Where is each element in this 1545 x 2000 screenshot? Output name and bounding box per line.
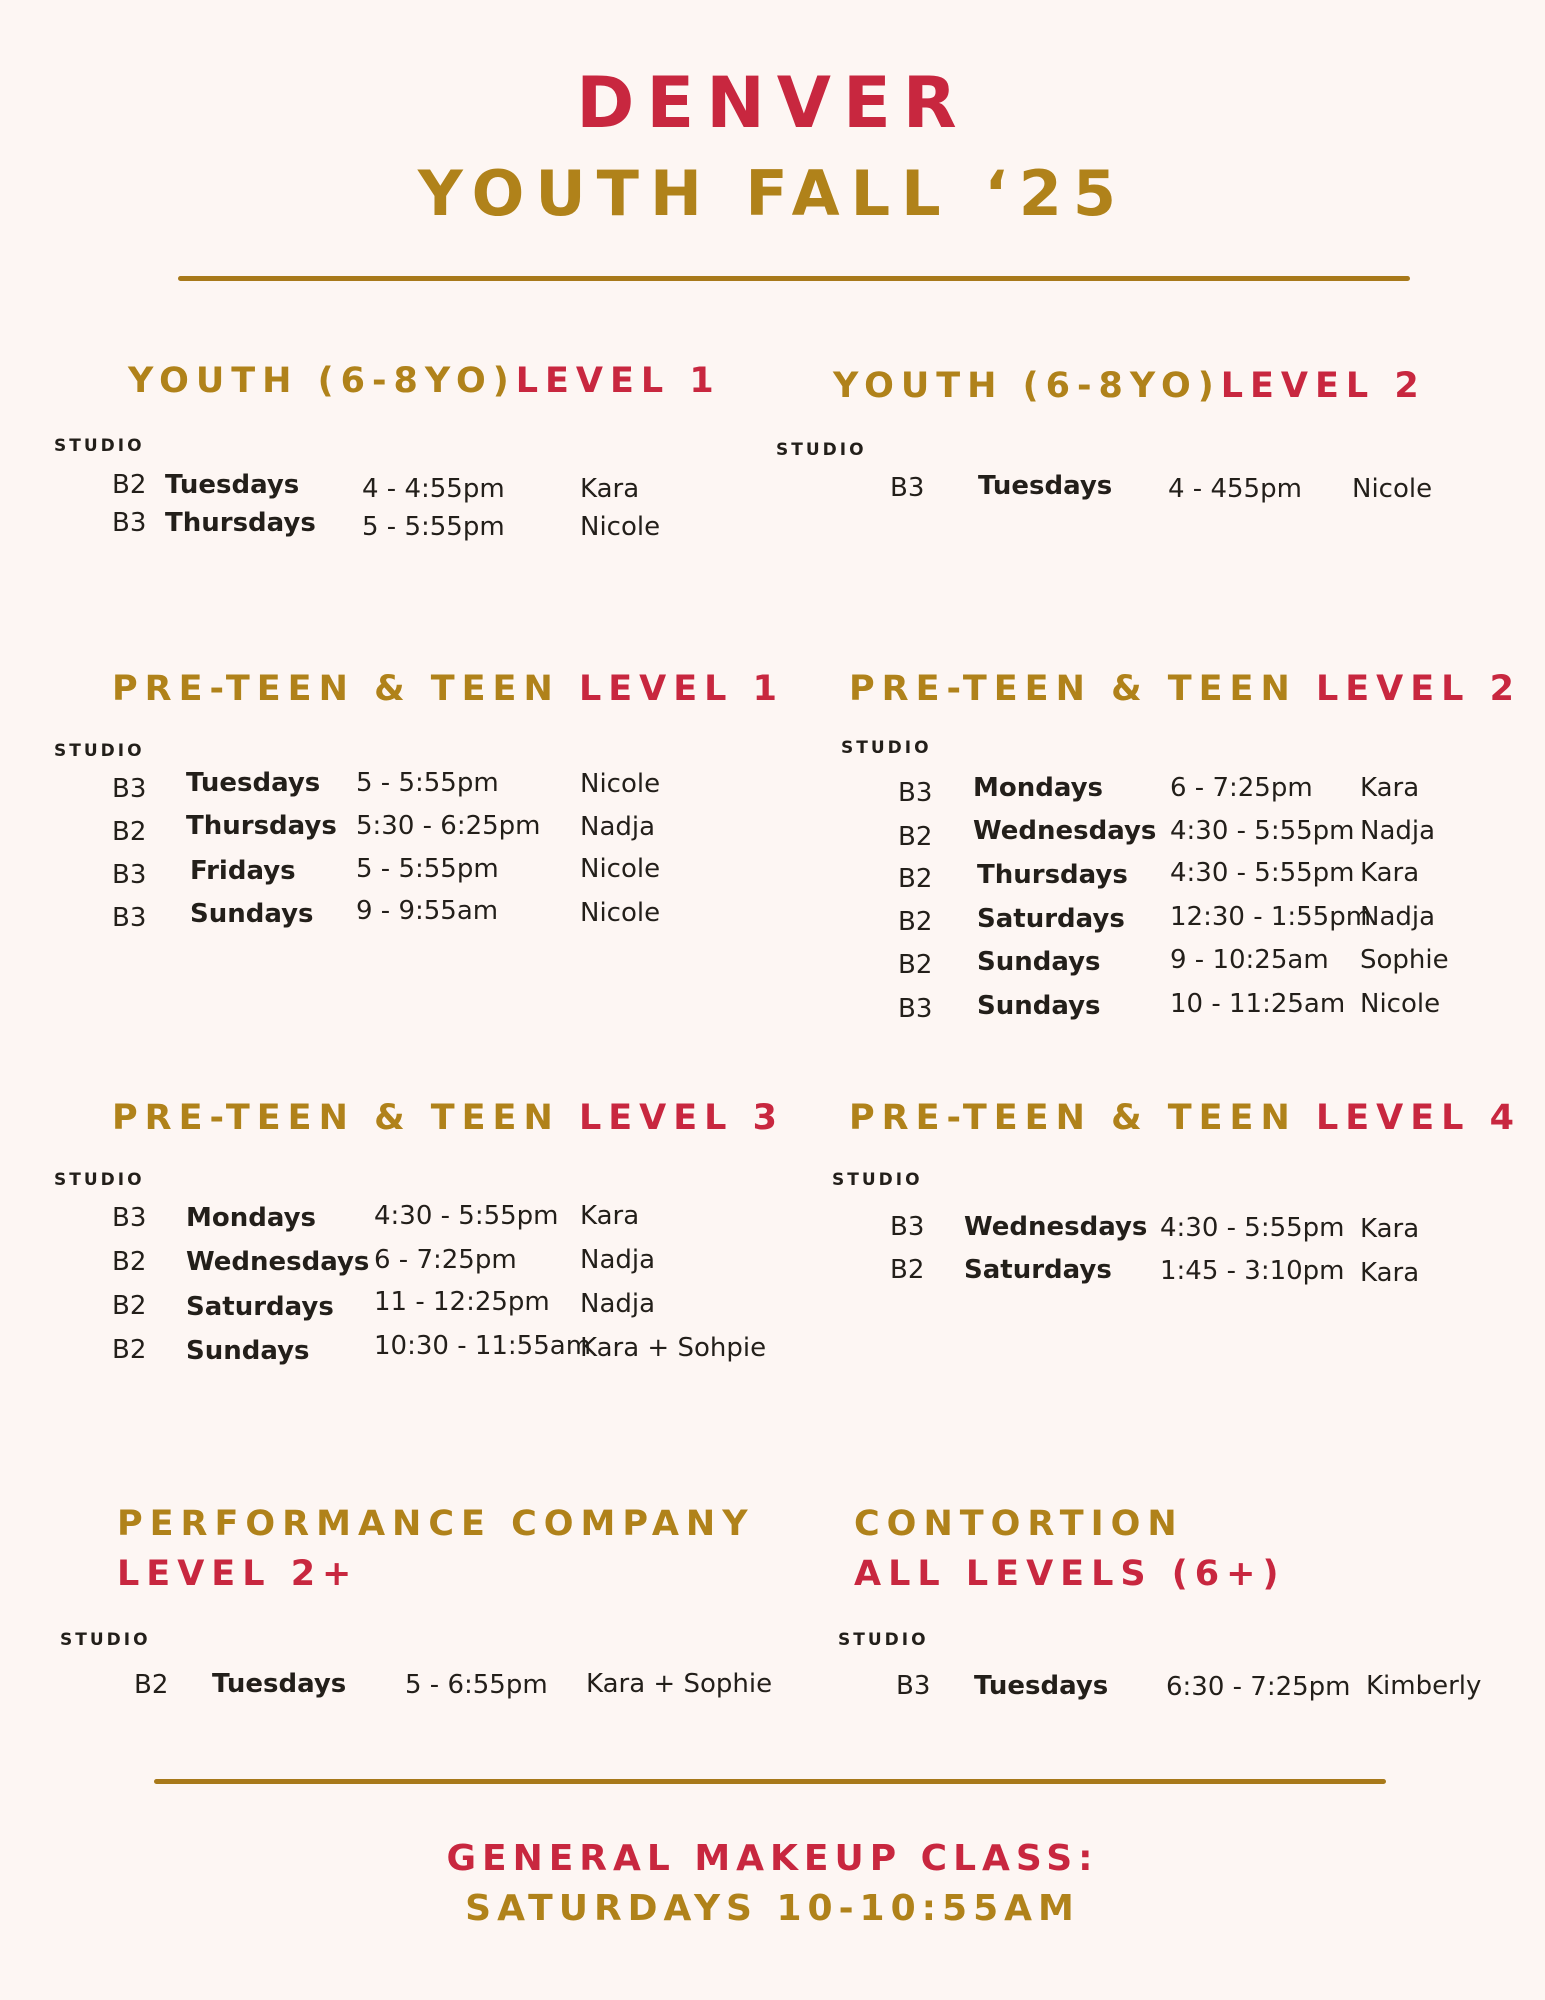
time-cell: 6 - 7:25pm	[374, 1245, 517, 1275]
studio-cell: B2	[134, 1670, 169, 1700]
instructor-cell: Nadja	[1360, 902, 1436, 932]
instructor-cell: Kara	[580, 474, 640, 504]
title-part-gold: YOUTH (6-8YO)	[833, 366, 1221, 406]
studio-label: STUDIO	[838, 1630, 929, 1650]
title-part-red: LEVEL 2	[1220, 366, 1426, 406]
instructor-cell: Nadja	[580, 1289, 656, 1319]
instructor-cell: Kara	[1360, 1214, 1420, 1244]
instructor-cell: Kara + Sohpie	[580, 1333, 767, 1363]
day-cell: Wednesdays	[973, 816, 1157, 846]
day-cell: Sundays	[977, 991, 1101, 1021]
footer-line-2: SATURDAYS 10-10:55AM	[465, 1888, 1080, 1929]
instructor-cell: Kara	[1360, 773, 1420, 803]
day-cell: Tuesdays	[212, 1669, 347, 1699]
day-cell: Mondays	[973, 773, 1104, 803]
time-cell: 11 - 12:25pm	[374, 1287, 550, 1317]
section-title-line2: ALL LEVELS (6+)	[854, 1554, 1286, 1594]
studio-cell: B2	[112, 470, 147, 500]
day-cell: Sundays	[186, 1336, 310, 1366]
title-part-gold: YOUTH (6-8YO)	[128, 361, 516, 401]
day-cell: Thursdays	[977, 860, 1128, 890]
instructor-cell: Kara + Sophie	[586, 1669, 773, 1699]
studio-cell: B2	[112, 1335, 147, 1365]
studio-cell: B2	[898, 822, 933, 852]
studio-cell: B3	[112, 903, 147, 933]
section-title	[112, 1094, 784, 1143]
season-title: YOUTH FALL ‘25	[417, 157, 1128, 230]
title-part-red: LEVEL 1	[578, 669, 785, 709]
studio-cell: B3	[898, 994, 933, 1024]
instructor-cell: Nicole	[1352, 474, 1433, 504]
studio-cell: B3	[890, 1212, 925, 1242]
studio-cell: B2	[112, 1291, 147, 1321]
time-cell: 6:30 - 7:25pm	[1166, 1672, 1351, 1702]
day-cell: Sundays	[977, 947, 1101, 977]
title-part-red: LEVEL 1	[515, 361, 721, 401]
section-title	[849, 1094, 1521, 1143]
studio-cell: B2	[898, 864, 933, 894]
instructor-cell: Nadja	[580, 812, 656, 842]
title-part-gold: PRE-TEEN & TEEN	[849, 1098, 1297, 1138]
time-cell: 1:45 - 3:10pm	[1160, 1256, 1345, 1286]
title-part-gold: PRE-TEEN & TEEN	[112, 1098, 560, 1138]
studio-label: STUDIO	[776, 440, 867, 460]
day-cell: Fridays	[190, 856, 296, 886]
title-part-red: LEVEL 3	[578, 1098, 785, 1138]
section-title-line1: CONTORTION	[854, 1504, 1184, 1544]
day-cell: Wednesdays	[186, 1247, 370, 1277]
time-cell: 12:30 - 1:55pm	[1170, 902, 1372, 932]
day-cell: Tuesdays	[974, 1671, 1109, 1701]
studio-cell: B3	[112, 860, 147, 890]
time-cell: 5 - 6:55pm	[405, 1670, 548, 1700]
day-cell: Thursdays	[186, 811, 337, 841]
bottom-divider	[154, 1779, 1386, 1784]
studio-cell: B3	[890, 473, 925, 503]
studio-cell: B2	[112, 1247, 147, 1277]
studio-label: STUDIO	[832, 1170, 923, 1190]
instructor-cell: Kara	[1360, 858, 1420, 888]
title-part-gold: PRE-TEEN & TEEN	[112, 669, 560, 709]
day-cell: Thursdays	[165, 508, 316, 538]
day-cell: Saturdays	[977, 904, 1125, 934]
time-cell: 5 - 5:55pm	[356, 854, 499, 884]
time-cell: 4:30 - 5:55pm	[1170, 858, 1355, 888]
instructor-cell: Kara	[1360, 1258, 1420, 1288]
time-cell: 4:30 - 5:55pm	[1160, 1213, 1345, 1243]
time-cell: 4 - 455pm	[1168, 474, 1302, 504]
studio-label: STUDIO	[841, 738, 932, 758]
studio-cell: B2	[898, 950, 933, 980]
studio-cell: B3	[112, 774, 147, 804]
studio-label: STUDIO	[54, 436, 145, 456]
instructor-cell: Nicole	[580, 854, 661, 884]
day-cell: Tuesdays	[186, 768, 321, 798]
city-title: DENVER	[576, 62, 969, 144]
time-cell: 9 - 10:25am	[1170, 945, 1329, 975]
title-part-red: LEVEL 4	[1315, 1098, 1522, 1138]
day-cell: Sundays	[190, 899, 314, 929]
time-cell: 10 - 11:25am	[1170, 989, 1346, 1019]
time-cell: 6 - 7:25pm	[1170, 773, 1313, 803]
studio-label: STUDIO	[60, 1630, 151, 1650]
time-cell: 5:30 - 6:25pm	[356, 811, 541, 841]
instructor-cell: Nicole	[580, 769, 661, 799]
time-cell: 9 - 9:55am	[356, 896, 499, 926]
day-cell: Tuesdays	[978, 471, 1113, 501]
time-cell: 4 - 4:55pm	[362, 474, 505, 504]
title-part-red: LEVEL 2	[1315, 669, 1522, 709]
time-cell: 10:30 - 11:55am	[374, 1331, 592, 1361]
instructor-cell: Kimberly	[1366, 1671, 1482, 1701]
instructor-cell: Nicole	[1360, 989, 1441, 1019]
instructor-cell: Sophie	[1360, 945, 1449, 975]
title-part-gold: PRE-TEEN & TEEN	[849, 669, 1297, 709]
instructor-cell: Nicole	[580, 512, 661, 542]
studio-cell: B3	[112, 508, 147, 538]
day-cell: Mondays	[186, 1203, 317, 1233]
studio-cell: B2	[890, 1255, 925, 1285]
instructor-cell: Kara	[580, 1201, 640, 1231]
section-title-line1: PERFORMANCE COMPANY	[117, 1504, 755, 1544]
studio-label: STUDIO	[54, 741, 145, 761]
day-cell: Saturdays	[964, 1255, 1112, 1285]
studio-cell: B2	[898, 907, 933, 937]
studio-cell: B3	[898, 778, 933, 808]
time-cell: 5 - 5:55pm	[356, 768, 499, 798]
studio-cell: B3	[112, 1203, 147, 1233]
section-title	[849, 665, 1521, 714]
section-title-line2: LEVEL 2+	[117, 1554, 359, 1594]
top-divider	[178, 276, 1410, 281]
time-cell: 5 - 5:55pm	[362, 512, 505, 542]
instructor-cell: Nadja	[1360, 816, 1436, 846]
section-title	[112, 665, 784, 714]
studio-label: STUDIO	[54, 1170, 145, 1190]
section-title	[128, 357, 721, 406]
instructor-cell: Nicole	[580, 898, 661, 928]
section-title	[833, 362, 1426, 411]
time-cell: 4:30 - 5:55pm	[1170, 816, 1355, 846]
day-cell: Wednesdays	[964, 1212, 1148, 1242]
day-cell: Tuesdays	[165, 470, 300, 500]
studio-cell: B2	[112, 817, 147, 847]
day-cell: Saturdays	[186, 1292, 334, 1322]
time-cell: 4:30 - 5:55pm	[374, 1201, 559, 1231]
instructor-cell: Nadja	[580, 1245, 656, 1275]
footer-line-1: GENERAL MAKEUP CLASS:	[446, 1838, 1099, 1879]
studio-cell: B3	[896, 1671, 931, 1701]
